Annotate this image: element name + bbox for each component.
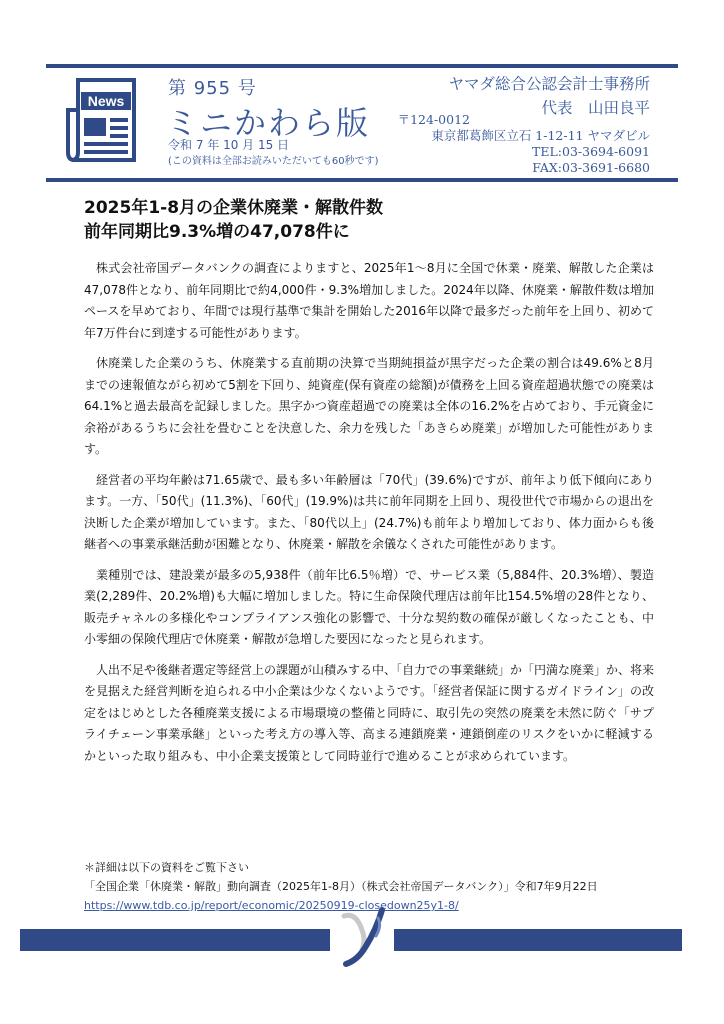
footer-bar-left [20, 929, 330, 951]
address: 東京都葛飾区立石 1-12-11 ヤマダビル [431, 128, 650, 143]
firm-emblem-icon [338, 906, 390, 968]
newspaper-icon [64, 76, 156, 166]
newsletter-title: ミニかわら版 [166, 104, 371, 142]
logo-text: News [87, 93, 125, 109]
reading-time-note: (この資料は全部お読みいただいても60秒です) [168, 156, 379, 167]
paragraph: 業種別では、建設業が最多の5,938件（前年比6.5％増）で、サービス業（5,884件、20.3%増）、製造業(2,289件、20.2%増)も大幅に増加しました。特に生命保険代理店は前年比154.5%増の28件となり、販売チャネルの多様化やコンプライアンス強化の影響で、十分な契約数の確保が厳しくなったことも、中小零細の保険代理店で休廃業・解散が急増した要因になったと見られます。 [84, 567, 654, 646]
article-body [84, 258, 654, 776]
paragraph: 休廃業した企業のうち、休廃業する直前期の決算で当期純損益が黒字だった企業の割合は49.6%と8月までの速報値ながら初めて5割を下回り、純資産(保有資産の総額)が債務を上回る資産超過状態での廃業は64.1%と過去最高を記録しました。黒字かつ資産超過での廃業は全体の16.2%を占めており、手元資金に余裕があるうちに会社を畳むことを決意した、余力を残した「あきらめ廃業」が増加した可能性があります。 [84, 356, 654, 456]
firm-name: ヤマダ総合公認会計士事務所 [448, 75, 650, 93]
headline-line-2: 前年同期比9.3%増の47,078件に [84, 222, 350, 242]
issue-date: 令和 7 年 10 月 15 日 [168, 138, 290, 152]
issue-number: 第 955 号 [168, 78, 257, 99]
paragraph: 人出不足や後継者選定等経営上の課題が山積みする中、「自力での事業継続」か「円満な廃業」か、将来を見据えた経営判断を迫られる中小企業は少なくないようです。「経営者保証に関するガイドライン」の改定をはじめとした各種廃業支援による市場環境の整備と同時に、取引先の突然の廃業を未然に防ぐ「サプライチェーン事業承継」といった考え方の導入等、高まる連鎖廃業・連鎖倒産のリスクをいかに軽減するかといった取り組みも、中小企業支援策として同時並行で進めることが求められています。 [84, 662, 655, 763]
article-headline [84, 196, 383, 244]
fax: FAX:03-3691-6680 [532, 160, 650, 175]
representative: 代表 山田良平 [541, 99, 650, 117]
paragraph: 経営者の平均年齢は71.65歳で、最も多い年齢層は「70代」(39.6%)ですが、前年より低下傾向にあります。一方、「50代」(11.3%)、「60代」(19.9%)は共に前年同期を上回り、現役世代で市場からの退出を決断した企業が増加しています。また、「80代以上」(24.7%)も前年より増加しており、体力面からも後継者への事業承継活動が困難となり、休廃業・解散を余儀なくされた可能性があります。 [84, 472, 654, 551]
footnote-source: 「全国企業「休廃業・解散」動向調査（2025年1-8月）（株式会社帝国データバンク）」令和7年9月22日 [84, 880, 598, 893]
footer-bar-right [394, 929, 682, 951]
source-link[interactable]: https://www.tdb.co.jp/report/economic/20250919-closedown25y1-8/ [84, 899, 459, 912]
tel: TEL:03-3694-6091 [532, 144, 650, 159]
headline-line-1: 2025年1-8月の企業休廃業・解散件数 [84, 198, 384, 218]
footnote-lead: ＊詳細は以下の資料をご覧下さい [84, 861, 249, 874]
header-bottom-rule [46, 178, 678, 182]
paragraph: 株式会社帝国データバンクの調査によりますと、2025年1～8月に全国で休業・廃業、解散した企業は47,078件となり、前年同期比で約4,000件・9.3%増加しました。2024年以降、休廃業・解散件数は増加ペースを早めており、年間では現行基準で集計を開始した2016年以降で最多だった前年を上回り、初めて年7万件台に到達する可能性があります。 [84, 261, 654, 340]
postal-code: 〒124-0012 [397, 112, 470, 127]
contact-block [398, 112, 650, 176]
header-top-rule [46, 64, 678, 68]
